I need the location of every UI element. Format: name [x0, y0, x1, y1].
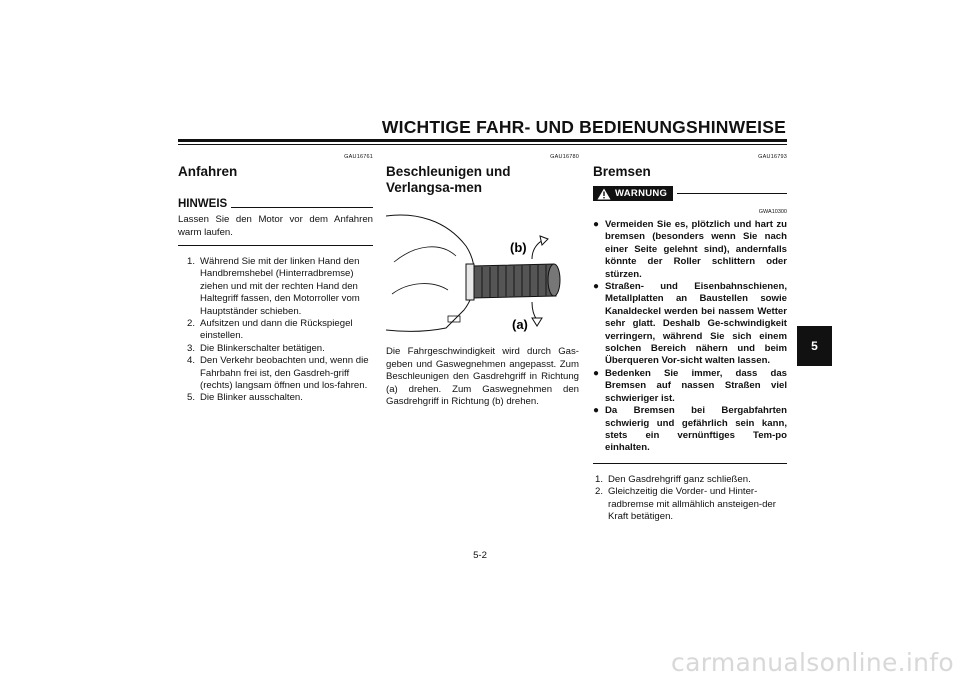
title-rule-thin [178, 144, 787, 145]
section-code: GAU16780 [550, 154, 579, 160]
title-rule [178, 139, 787, 142]
step-list [593, 474, 787, 524]
section-text: Die Fahrgeschwindigkeit wird durch Gas-geben und Gaswegnehmen angepasst. Zum Beschleunigen den Gasdrehgriff in Richtung (a) drehen. Zum Gaswegnehmen den Gasdrehgriff in Richtung (b) drehen. [386, 346, 579, 407]
list-item: ● Bedenken Sie immer, dass das Bremsen auf nassen Straßen viel schwieriger ist. [593, 367, 787, 404]
page-title: WICHTIGE FAHR- UND BEDIENUNGSHINWEISE [381, 117, 786, 137]
grip-end [548, 264, 560, 296]
warning-list [593, 219, 787, 455]
list-item: ● Vermeiden Sie es, plötzlich und hart zu bremsen (besonders wenn Sie nach einer Seite gelehnt sind), andernfalls könnte der Roller schlittern oder stürzen. [593, 219, 787, 280]
note-header [178, 198, 373, 210]
bullet-icon: ● [593, 219, 600, 230]
section-heading: Anfahren [178, 164, 238, 179]
note-text: Lassen Sie den Motor vor dem Anfahren warm laufen. [178, 214, 373, 238]
housing-contour [394, 247, 456, 262]
bullet-icon: ● [593, 281, 600, 293]
throttle-grip-illustration [386, 204, 579, 334]
warning-line [677, 193, 787, 194]
section-anfahren [178, 150, 373, 405]
housing-contour [392, 284, 448, 294]
warning-icon [597, 188, 611, 200]
arrow-a-icon [532, 302, 537, 320]
note-label: HINWEIS [178, 198, 228, 210]
section-beschleunigen [386, 150, 579, 409]
bullet-icon: ● [593, 367, 600, 379]
chapter-tab[interactable]: 5 [797, 326, 832, 366]
list-item: 3. Die Blinkerschalter betätigen. [186, 342, 325, 354]
section-bremsen [593, 150, 787, 523]
warning-code: GWA10300 [758, 209, 787, 215]
list-item: 5. Die Blinker ausschalten. [186, 392, 303, 404]
step-list [178, 256, 373, 405]
list-item: 1. Während Sie mit der linken Hand den Handbremshebel (Hinterradbremse) ziehen und mit der rechten Hand den Haltegriff fassen, den Motorroller vom Hauptständer schieben. [186, 256, 360, 317]
list-item: 4. Den Verkehr beobachten und, wenn die Fahrbahn frei ist, den Gasdreh-griff (rechts) langsam öffnen und los-fahren. [186, 355, 369, 392]
list-item: 1. Den Gasdrehgriff ganz schließen. [594, 473, 751, 485]
page-number: 5-2 [473, 550, 487, 561]
bullet-icon: ● [593, 405, 600, 417]
list-item: 2. Aufsitzen und dann die Rückspiegel einstellen. [186, 318, 353, 342]
note-end-rule [178, 245, 373, 246]
note-line [231, 207, 373, 208]
housing-switch [448, 316, 460, 322]
list-item: ● Da Bremsen bei Bergabfahrten schwierig und gefährlich sein kann, stets ein vernünftiges Tem-po einhalten. [593, 405, 787, 454]
grip-collar [466, 264, 474, 300]
warning-badge [593, 186, 673, 201]
section-heading: Beschleunigen und Verlangsa-men [386, 164, 511, 195]
section-code: GAU16761 [344, 154, 373, 160]
list-item: ● Straßen- und Eisenbahnschienen, Metallplatten an Baustellen sowie Kanaldeckel werden bei nassem Wetter sehr glatt. Deshalb Ge-schwindigkeit verringern, während Sie sich einem solchen Bereich nähern und beim Überqueren Vor-sicht walten lassen. [593, 281, 787, 367]
label-b: (b) [510, 240, 527, 255]
section-heading: Bremsen [593, 164, 651, 179]
arrow-a-head-icon [532, 318, 542, 326]
handlebar-housing [386, 215, 475, 331]
section-code: GAU16793 [758, 154, 787, 160]
list-item: 2. Gleichzeitig die Vorder- und Hinter-radbremse mit allmählich ansteigen-der Kraft betätigen. [594, 486, 776, 522]
warning-header [593, 186, 787, 201]
arrow-b-head-icon [540, 236, 548, 245]
watermark: carmanualsonline.info [671, 648, 954, 677]
warning-end-rule [593, 463, 787, 464]
warning-label: WARNUNG [615, 188, 668, 199]
label-a: (a) [512, 317, 528, 332]
